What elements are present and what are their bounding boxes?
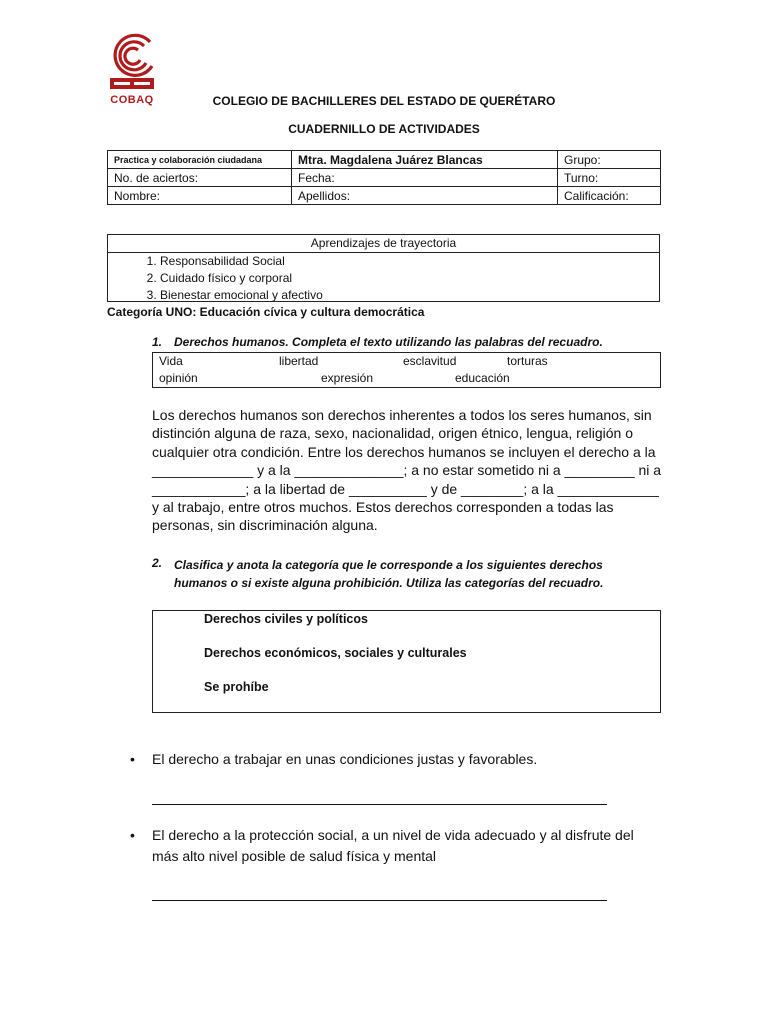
answer-line[interactable] (152, 900, 607, 901)
turno-cell[interactable]: Turno: (558, 169, 661, 187)
word: libertad (279, 354, 319, 368)
bullet-icon: • (130, 827, 135, 843)
bullet-item (130, 825, 652, 867)
bullet-icon: • (130, 751, 135, 767)
nombre-cell[interactable]: Nombre: (108, 187, 292, 205)
list-item: 3. Bienestar emocional y afectivo (160, 287, 659, 304)
fill-in-paragraph[interactable]: Los derechos humanos son derechos inherentes a todos los seres humanos, sin distinción alguna de raza, sexo, nacionalidad, origen étnico, lengua, religión o cualquier otra condición. Entre los derechos humanos se incluyen el derecho a la _____________ y a la ______________; a no estar sometido ni a _________ ni a ____________; a la libertad de __________ y de ________; a la _____________ y al trabajo, entre otros muchos. Estos derechos corresponden a todas las personas, sin discriminación alguna. (152, 407, 662, 534)
list-item: 1. Responsabilidad Social (160, 253, 659, 270)
bullet-text: El derecho a trabajar en unas condiciones justas y favorables. (152, 751, 538, 767)
q1-number: 1. (152, 335, 163, 349)
answer-line[interactable] (152, 804, 607, 805)
fecha-cell[interactable]: Fecha: (292, 169, 558, 187)
category-box (152, 610, 661, 713)
grupo-cell[interactable]: Grupo: (558, 151, 661, 169)
word-box (152, 352, 661, 388)
q2-text: Clasifica y anota la categoría que le corresponde a los siguientes derechos humanos o si existe alguna prohibición. Utiliza las categorías del recuadro. (174, 558, 604, 590)
category-item: Derechos civiles y políticos (204, 612, 368, 626)
subject-cell: Practica y colaboración ciudadana (108, 151, 292, 169)
info-table (107, 150, 661, 205)
word: expresión (321, 371, 374, 385)
school-title: COLEGIO DE BACHILLERES DEL ESTADO DE QUERÉTARO (212, 94, 556, 108)
word: opinión (159, 371, 198, 385)
word: torturas (507, 354, 548, 368)
word: Vida (159, 354, 183, 368)
calificacion-cell[interactable]: Calificación: (558, 187, 661, 205)
q2-number: 2. (152, 556, 163, 570)
bullet-item (130, 749, 652, 770)
word: esclavitud (403, 354, 457, 368)
bullet-text: El derecho a la protección social, a un nivel de vida adecuado y al disfrute del más alto nivel posible de salud física y mental (152, 827, 634, 864)
categoria-heading: Categoría UNO: Educación cívica y cultura democrática (107, 305, 425, 319)
aprendizajes-heading: Aprendizajes de trayectoria (108, 235, 659, 253)
word: educación (455, 371, 510, 385)
page-title: CUADERNILLO DE ACTIVIDADES (288, 122, 480, 136)
category-item: Derechos económicos, sociales y culturales (204, 646, 467, 660)
teacher-cell: Mtra. Magdalena Juárez Blancas (292, 151, 558, 169)
category-item: Se prohíbe (204, 680, 269, 694)
apellidos-cell[interactable]: Apellidos: (292, 187, 558, 205)
aciertos-cell[interactable]: No. de aciertos: (108, 169, 292, 187)
aprendizajes-box (107, 234, 660, 302)
q1-text: Derechos humanos. Completa el texto utilizando las palabras del recuadro. (174, 335, 603, 349)
aprendizajes-list (108, 253, 659, 304)
logo-text: COBAQ (110, 94, 154, 106)
list-item: 2. Cuidado físico y corporal (160, 270, 659, 287)
